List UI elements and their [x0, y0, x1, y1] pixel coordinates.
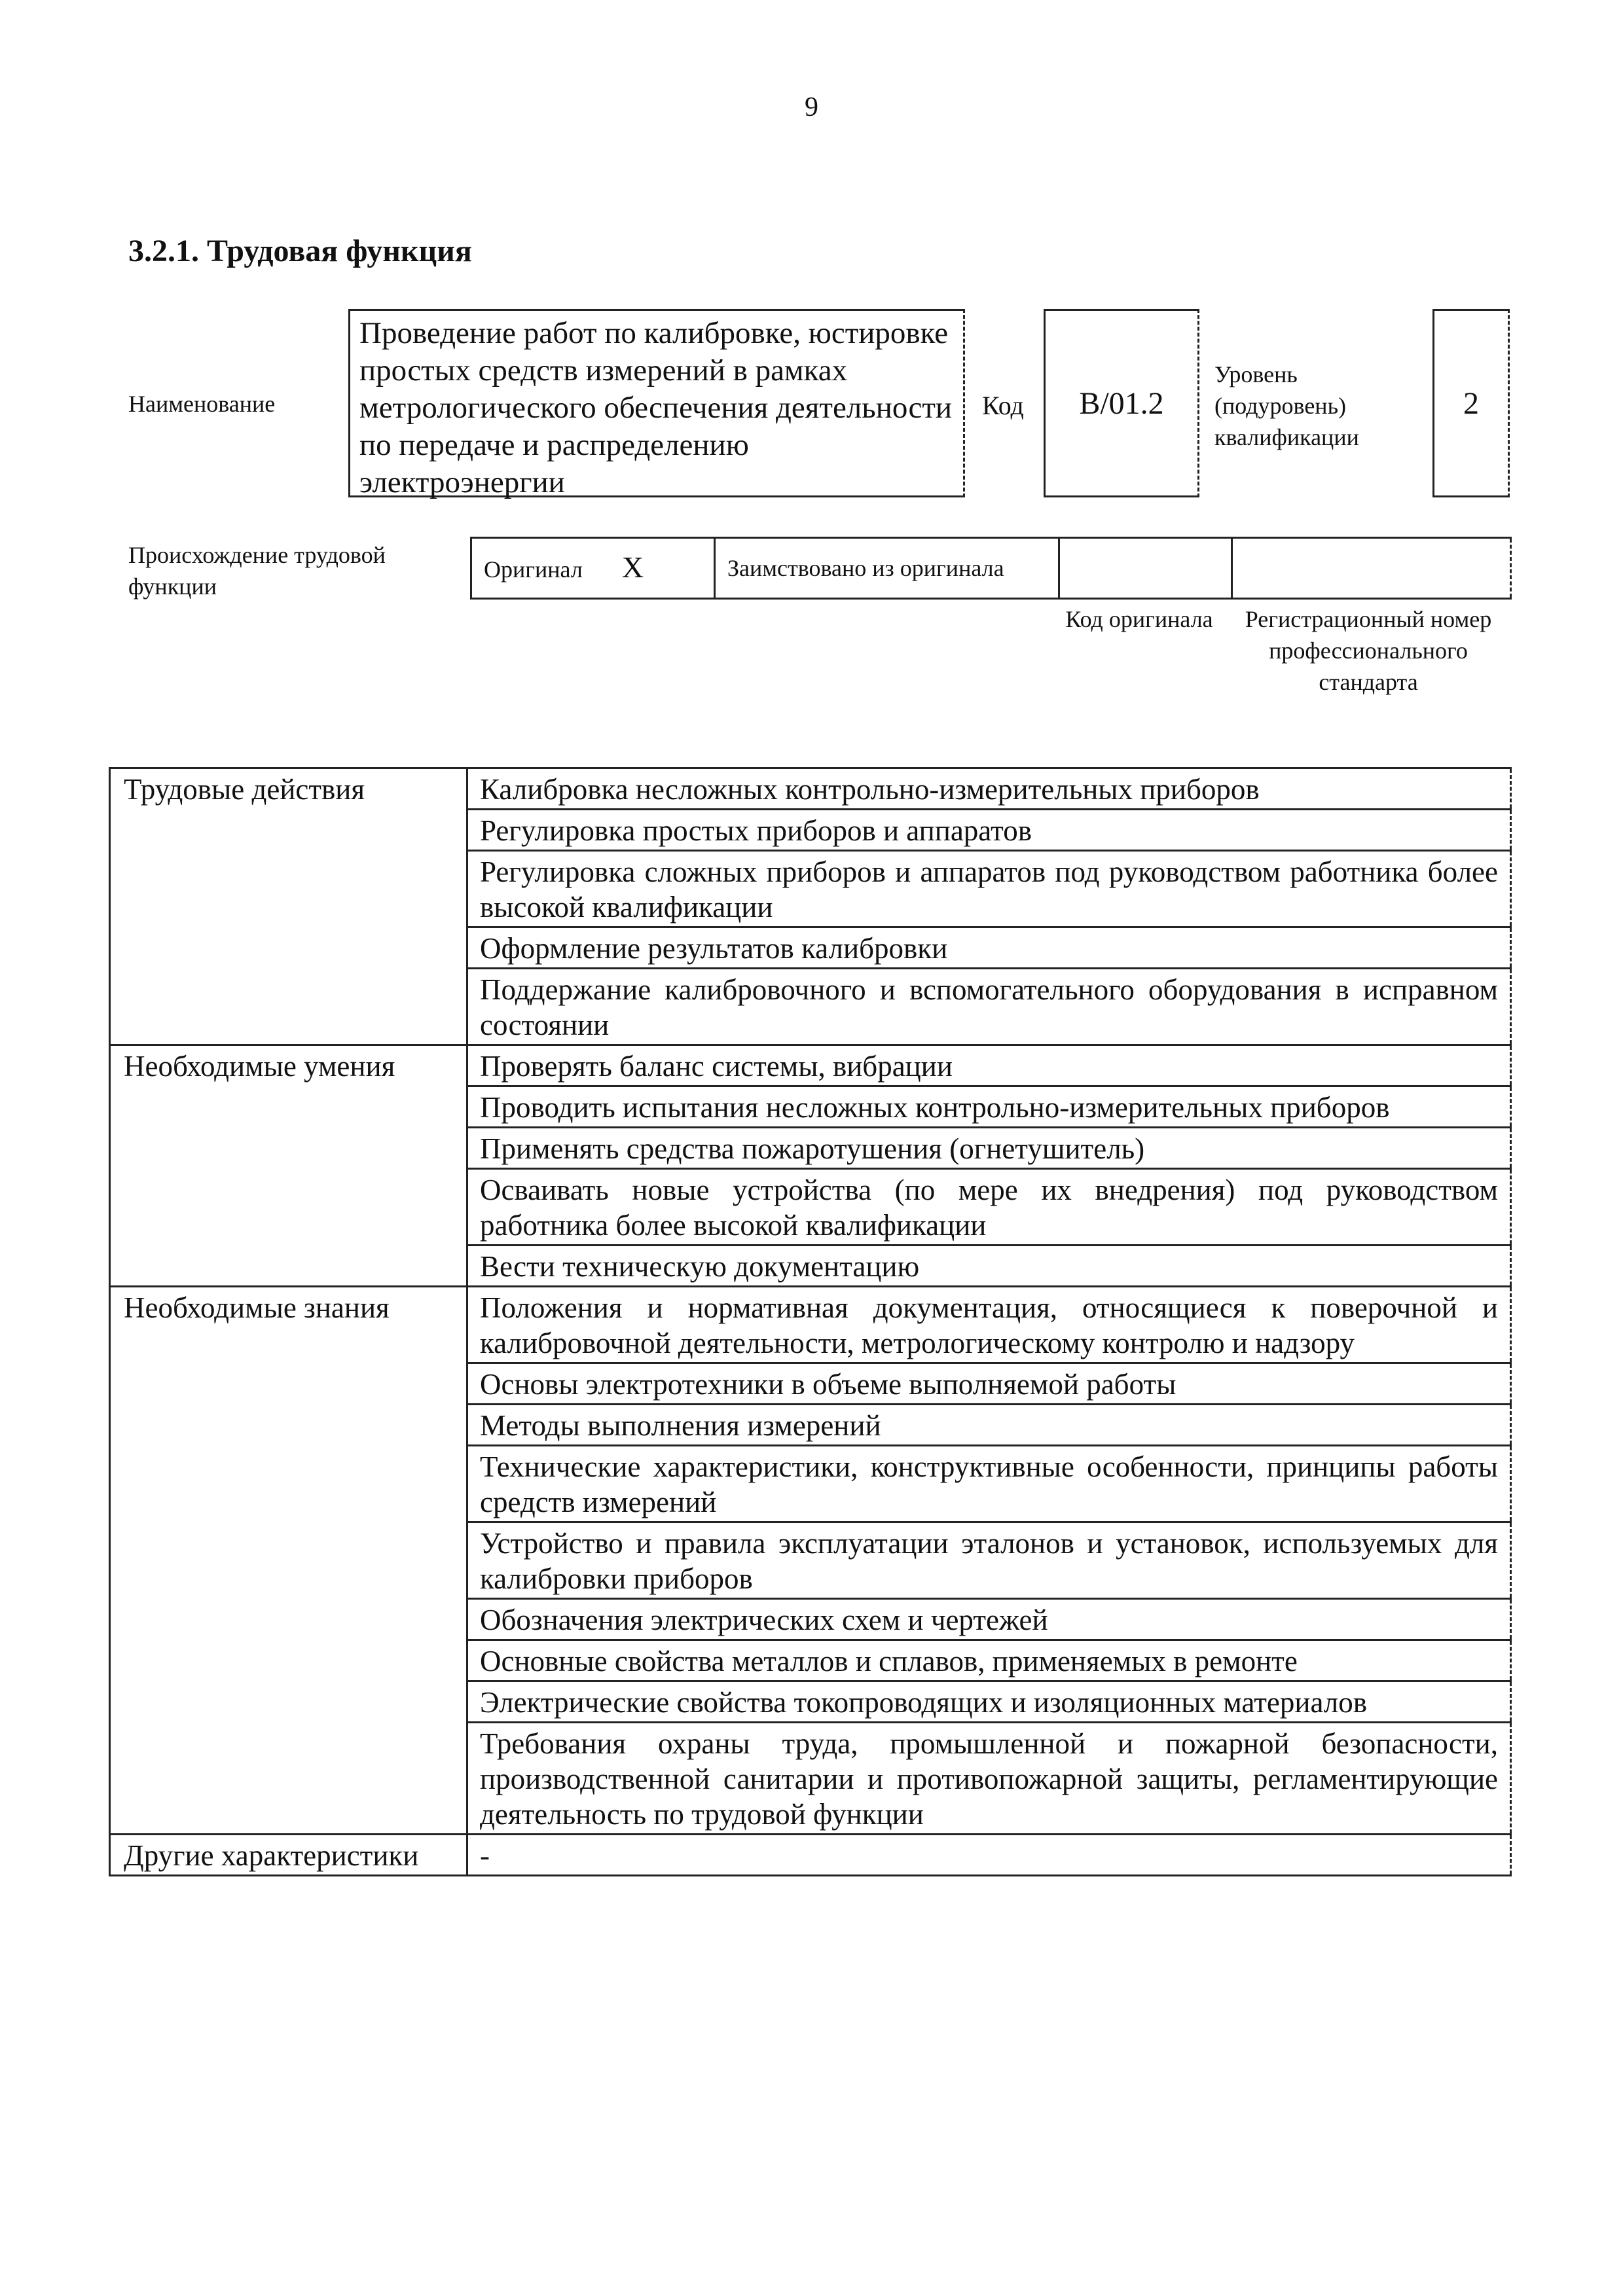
section-category-cell: Другие характеристики	[110, 1835, 467, 1876]
section-item-cell: Методы выполнения измерений	[467, 1405, 1511, 1446]
function-details-table	[109, 767, 1512, 1876]
section-item-cell: Требования охраны труда, промышленной и пожарной безопасности, производственной санитарии и противопожарной защиты, регламентирующие деятельность по трудовой функции	[467, 1723, 1511, 1835]
section-item-cell: Осваивать новые устройства (по мере их внедрения) под руководством работника более высокой квалификации	[467, 1169, 1511, 1246]
table-row	[110, 768, 1511, 810]
original-label: Оригинал	[484, 556, 583, 583]
origin-table	[470, 537, 1512, 600]
section-title: 3.2.1. Трудовая функция	[128, 234, 472, 268]
origin-row	[471, 538, 1511, 599]
original-code-cell	[1059, 538, 1232, 599]
function-name-cell: Проведение работ по калибровке, юстировке простых средств измерений в рамках метрологического обеспечения деятельности по передаче и распределению электроэнергии	[348, 309, 965, 497]
section-item-cell: Регулировка простых приборов и аппаратов	[467, 810, 1511, 851]
section-item-cell: Поддержание калибровочного и вспомогательного оборудования в исправном состоянии	[467, 969, 1511, 1045]
section-item-cell: Оформление результатов калибровки	[467, 927, 1511, 969]
section-category-cell: Трудовые действия	[110, 768, 467, 1045]
page-number: 9	[805, 92, 818, 122]
section-item-cell: Калибровка несложных контрольно-измерительных приборов	[467, 768, 1511, 810]
qualification-level-label	[1214, 359, 1398, 453]
section-item-cell: Положения и нормативная документация, относящиеся к поверочной и калибровочной деятельности, метрологическому контролю и надзору	[467, 1287, 1511, 1363]
table-row	[110, 1045, 1511, 1086]
level-label-text: Уровень (подуровень) квалификации	[1214, 361, 1359, 450]
original-cell	[471, 538, 715, 599]
section-item-cell: Основы электротехники в объеме выполняемой работы	[467, 1363, 1511, 1405]
section-item-cell: Вести техническую документацию	[467, 1246, 1511, 1287]
table-row	[110, 1287, 1511, 1363]
original-code-caption: Код оригинала	[1065, 606, 1213, 632]
section-item-cell: Проверять баланс системы, вибрации	[467, 1045, 1511, 1086]
borrowed-cell: Заимствовано из оригинала	[715, 538, 1059, 599]
registration-number-cell	[1232, 538, 1511, 599]
origin-label-text: Происхождение трудовой функции	[128, 542, 386, 600]
section-item-cell: Электрические свойства токопроводящих и изоляционных материалов	[467, 1681, 1511, 1723]
origin-label	[128, 539, 456, 602]
section-item-cell: Проводить испытания несложных контрольно-измерительных приборов	[467, 1086, 1511, 1128]
qualification-level-cell: 2	[1432, 309, 1510, 497]
section-item-cell: -	[467, 1835, 1511, 1876]
registration-number-caption: Регистрационный номер профессионального стандарта	[1245, 606, 1492, 695]
code-label: Код	[982, 391, 1024, 420]
section-category-cell: Необходимые знания	[110, 1287, 467, 1835]
code-value-cell: B/01.2	[1044, 309, 1199, 497]
function-details-body	[110, 768, 1511, 1876]
section-category-cell: Необходимые умения	[110, 1045, 467, 1287]
section-item-cell: Устройство и правила эксплуатации эталонов и установок, используемых для калибровки приборов	[467, 1522, 1511, 1599]
section-item-cell: Применять средства пожаротушения (огнетушитель)	[467, 1128, 1511, 1169]
table-row	[110, 1835, 1511, 1876]
original-mark: X	[621, 550, 644, 584]
section-item-cell: Обозначения электрических схем и чертежей	[467, 1599, 1511, 1640]
section-item-cell: Регулировка сложных приборов и аппаратов под руководством работника более высокой квалификации	[467, 851, 1511, 927]
section-item-cell: Технические характеристики, конструктивные особенности, принципы работы средств измерений	[467, 1446, 1511, 1522]
name-label: Наименование	[128, 391, 276, 417]
section-item-cell: Основные свойства металлов и сплавов, применяемых в ремонте	[467, 1640, 1511, 1681]
